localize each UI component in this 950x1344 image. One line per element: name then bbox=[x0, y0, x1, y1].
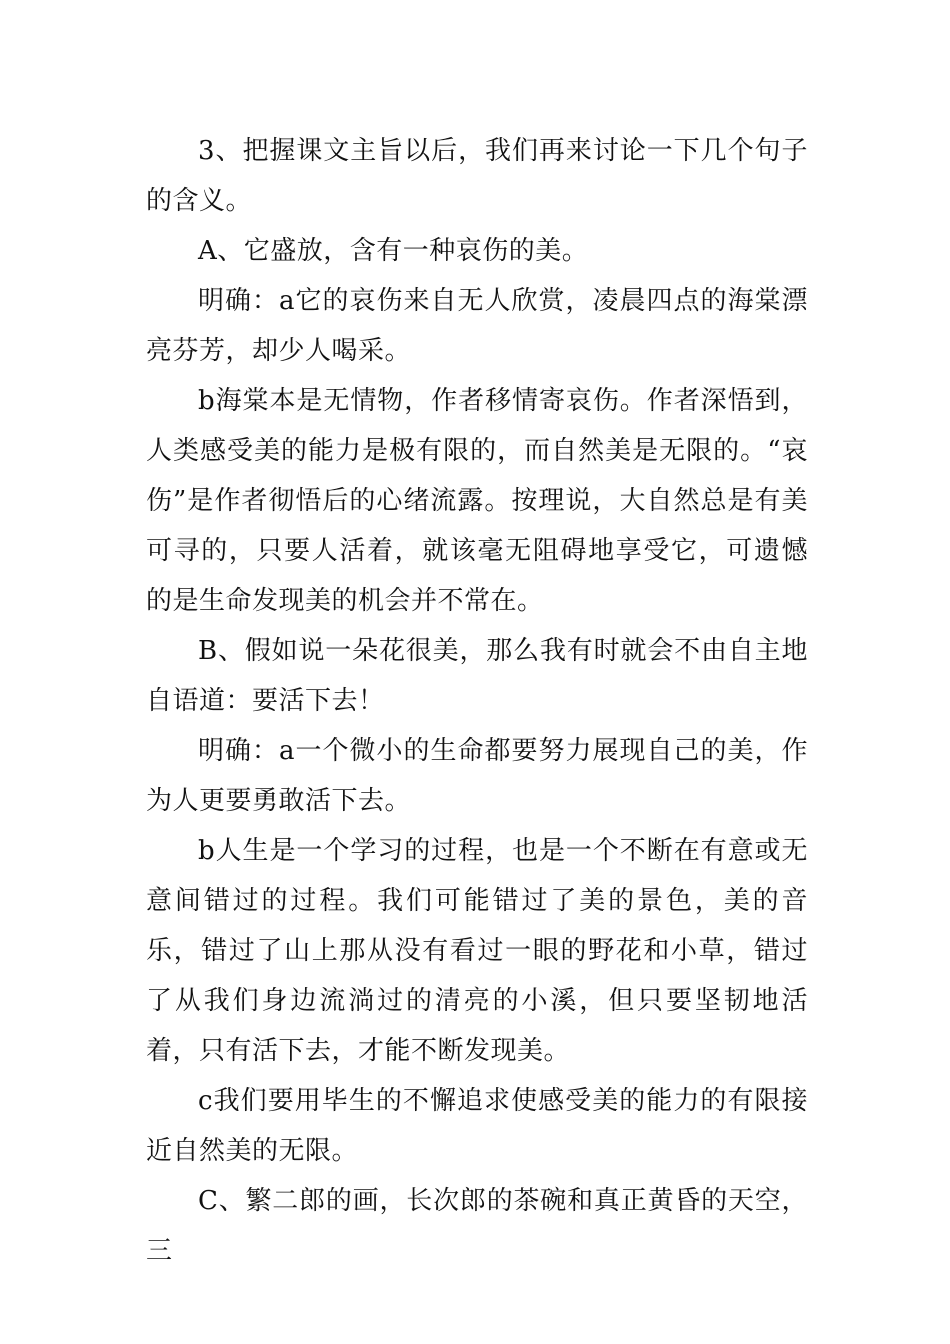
paragraph-question-3: 3、把握课文主旨以后，我们再来讨论一下几个句子的含义。 bbox=[146, 136, 808, 216]
paragraph-answer-b-b: b人生是一个学习的过程，也是一个不断在有意或无意间错过的过程。我们可能错过了美的景色，美的音乐，错过了山上那从没有看过一眼的野花和小草，错过了从我们身边流淌过的清亮的小溪，但只要坚韧地活着，只有活下去，才能不断发现美。 bbox=[146, 836, 808, 1066]
paragraph-sentence-c: C、繁二郎的画，长次郎的茶碗和真正黄昏的天空，三 bbox=[146, 1186, 808, 1266]
paragraph-sentence-a: A、它盛放，含有一种哀伤的美。 bbox=[198, 236, 589, 266]
paragraph-answer-b-c: c我们要用毕生的不懈追求使感受美的能力的有限接近自然美的无限。 bbox=[146, 1086, 808, 1166]
paragraph-answer-b-a: 明确：a一个微小的生命都要努力展现自己的美，作为人更要勇敢活下去。 bbox=[146, 736, 808, 816]
paragraph-answer-a-b: b海棠本是无情物，作者移情寄哀伤。作者深悟到，人类感受美的能力是极有限的，而自然美是无限的。“哀伤”是作者彻悟后的心绪流露。按理说，大自然总是有美可寻的，只要人活着，就该毫无阻碍地享受它，可遗憾的是生命发现美的机会并不常在。 bbox=[146, 386, 808, 616]
paragraph-sentence-b: B、假如说一朵花很美，那么我有时就会不由自主地自语道：要活下去！ bbox=[146, 636, 808, 716]
document-body bbox=[146, 126, 808, 1276]
paragraph-answer-a-a: 明确：a它的哀伤来自无人欣赏，凌晨四点的海棠漂亮芬芳，却少人喝采。 bbox=[146, 286, 808, 366]
